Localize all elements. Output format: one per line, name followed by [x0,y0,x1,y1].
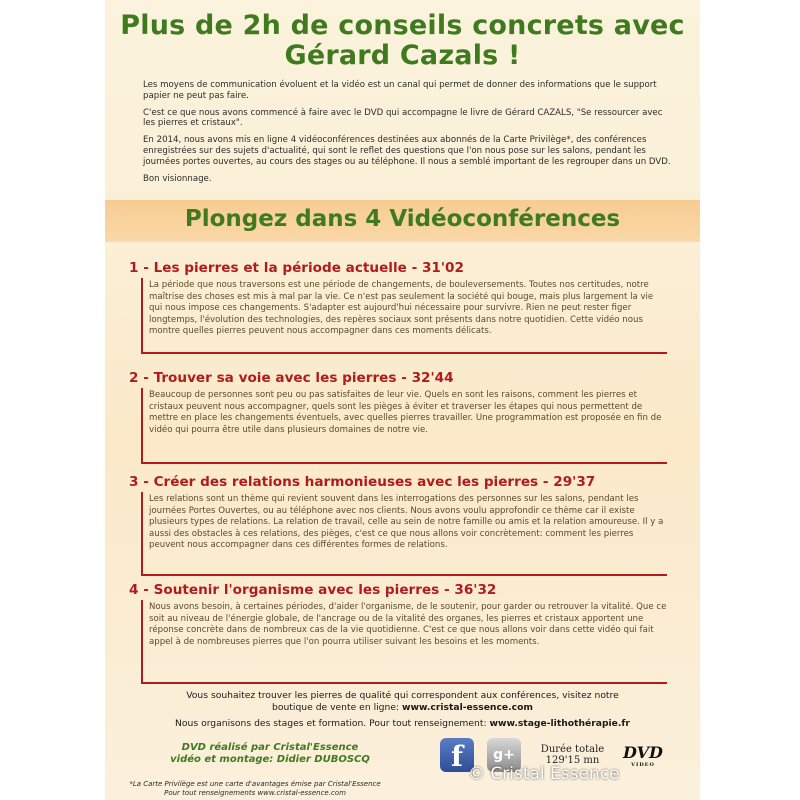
dvd-video-logo [620,744,666,774]
dvd-logo-text: DVD [623,743,663,762]
section-1-body [141,278,667,354]
duration-value: 129'15 mn [545,755,600,766]
intro-paragraph: Les moyens de communication évoluent et la vidéo est un canal qui permet de donner des informations que le support papier ne peut pas faire. [143,80,657,101]
footnote-line1: *La Carte Privilège est une carte d'avantages émise par Cristal'Essence [129,780,381,788]
section-3-body [141,492,667,576]
shop-line2: boutique de vente en ligne: [272,702,403,713]
shop-line1: Vous souhaitez trouver les pierres de qualité qui correspondent aux conférences, visitez notre [186,690,619,701]
duration-label: Durée totale [540,744,605,755]
duration [535,744,610,766]
dvd-cover [105,0,700,800]
section-3-title: 3 - Créer des relations harmonieuses avec les pierres - 29'37 [129,474,596,490]
stage-text [105,718,700,730]
google-plus-icon[interactable]: g+ [487,738,521,772]
intro-paragraph: C'est ce que nous avons commencé à faire avec le DVD qui accompagne le livre de Gérard CAZALS, "Se ressourcer avec les pierres et cristaux". [143,107,663,129]
facebook-icon[interactable]: f [440,738,474,772]
section-4-body [141,600,667,684]
section-4-title: 4 - Soutenir l'organisme avec les pierres - 36'32 [129,582,497,598]
section-4-text: Nous avons besoin, à certaines périodes, d'aider l'organisme, de le soutenir, pour garder ou retrouver la vitalité. Que ce soit au niveau de l'énergie globale, de l'ancrage ou de la vitalité des organes, les pierres et cristaux apportent une réponse concrète dans de nombreux cas de la vie quotidienne. C'est ce que nous allons voir dans cette vidéo qui fait appel à de nombreuses pierres que l'on pourra utiliser suivant les besoins et les moments. [149,602,667,647]
section-3-text: Les relations sont un thème qui revient souvent dans les interrogations des personnes sur les salons, pendant les journées Portes Ouvertes, ou au téléphone avec nos clients. Nous avons voulu approfondir ce thème car il existe plusieurs types de relations. La relation de travail, celle au sein de notre famille ou amis et la relation amoureuse. Il y a aussi des obstacles à ces relations, des pièges, c'est ce que nous allons voir concrètement: comment les pierres peuvent nous accompagner dans ces différentes formes de relations. [149,494,664,551]
credits [170,742,370,766]
shop-url[interactable]: www.cristal-essence.com [402,702,533,713]
intro-paragraph: Bon visionnage. [143,173,212,184]
shop-text [105,690,700,714]
footnote [125,780,385,798]
stage-line: Nous organisons des stages et formation. Pour tout renseignement: [175,718,490,729]
credit-line1: DVD réalisé par Cristal'Essence [181,742,359,753]
intro-paragraph: En 2014, nous avons mis en ligne 4 vidéoconférences destinées aux abonnés de la Carte Privilège*, des conférences enregistrées sur des sujets d'actualité, qui sont le reflet des questions que l'on nous pose sur les salons, pendant les journées portes ouvertes, au cours des stages ou au téléphone. Il nous a semblé important de les regrouper dans un DVD. [143,135,671,167]
headline-line2: Gérard Cazals ! [284,40,521,71]
dvd-logo-sub: VIDEO [631,762,655,768]
section-2-body [141,388,667,464]
section-1-text: La période que nous traversons est une période de changements, de bouleversements. Toutes nos certitudes, notre maîtrise des choses est mis à mal par la vie. Ce n'est pas seulement la société qui bouge, mais plus largement la vie qui nous impose ces changements. S'adapter est aujourd'hui nécessaire pour survivre. Rien ne peut rester figer longtemps, l'évolution des technologies, des repères sociaux sont présents dans notre quotidien. Cette vidéo nous montre quelles pierres peuvent nous accompagner dans ces moments délicats. [149,280,654,337]
section-2-title: 2 - Trouver sa voie avec les pierres - 32'44 [129,370,454,386]
section-1-title: 1 - Les pierres et la période actuelle - 31'02 [129,260,464,276]
stage-url[interactable]: www.stage-lithothérapie.fr [489,718,630,729]
headline-line1: Plus de 2h de conseils concrets avec [120,10,685,41]
intro-text [143,80,671,190]
credit-line2: vidéo et montage: Didier DUBOSCQ [170,754,370,765]
footnote-line2: Pour tout renseignements www.cristal-essence.com [164,789,346,797]
section-heading: Plongez dans 4 Vidéoconférences [184,206,621,232]
watermark: © Cristal Essence [468,764,620,784]
section-2-text: Beaucoup de personnes sont peu ou pas satisfaites de leur vie. Quels en sont les raisons, comment les pierres et cristaux peuvent nous accompagner, quels sont les pièges à éviter et traverser les étapes qui nous permettent de mettre en place les changements éventuels, avec quelles pierres travailler. Une programmation est proposée en fin de vidéo qui pourra être utile dans plusieurs domaines de notre vie. [149,390,662,435]
